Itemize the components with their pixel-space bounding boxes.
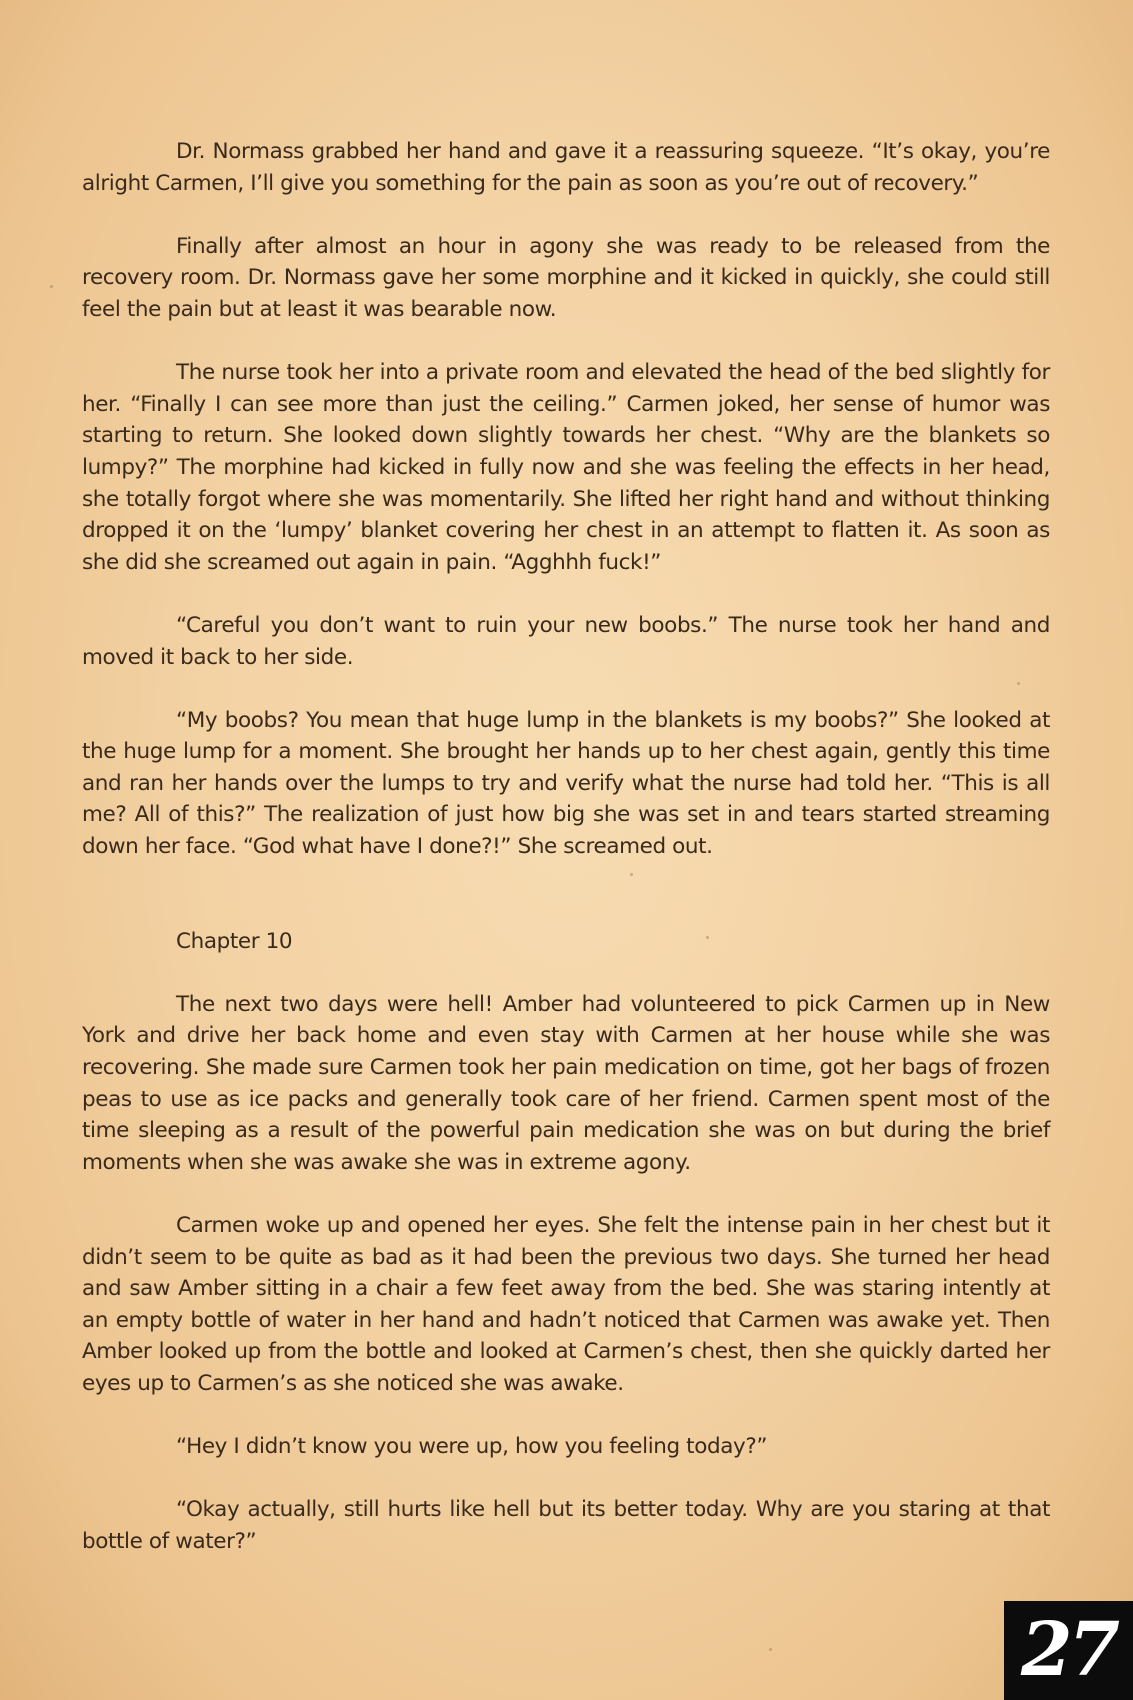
page-number: 27 [1004,1601,1133,1700]
paragraph: Dr. Normass grabbed her hand and gave it a reassuring squeeze. “It’s okay, you’re alright Carmen, I’ll give you something for the pain as soon as you’re out of recovery.” [82,139,1050,196]
chapter-heading: Chapter 10 [176,928,293,954]
body-text [82,136,1050,1589]
paragraph: “Careful you don’t want to ruin your new boobs.” The nurse took her hand and moved it back to her side. [82,612,1050,670]
paragraph: Carmen woke up and opened her eyes. She felt the intense pain in her chest but it didn’t seem to be quite as bad as it had been the previous two days. She turned her head and saw Amber sitting in a chair a few feet away from the bed. She was staring intently at an empty bottle of water in her hand and hadn’t noticed that Carmen was awake yet. Then Amber looked up from the bottle and looked at Carmen’s chest, then she quickly darted her eyes up to Carmen’s as she noticed she was awake. [82,1213,1050,1396]
paragraph: “My boobs? You mean that huge lump in the blankets is my boobs?” She looked at the huge lump for a moment. She brought her hands up to her chest again, gently this time and ran her hands over the lumps to try and verify what the nurse had told her. “This is all me? All of this?” The realization of just how big she was set in and tears started streaming down her face. “God what have I done?!” She screamed out. [82,707,1050,860]
paper-speck [769,1648,772,1651]
paragraph: “Hey I didn’t know you were up, how you feeling today?” [176,1434,768,1460]
paper-speck [50,285,53,288]
paragraph: Finally after almost an hour in agony she was ready to be released from the recovery room. Dr. Normass gave her some morphine and it kicked in quickly, she could still feel the pain but at least it was bearable now. [82,233,1050,322]
paragraph: The nurse took her into a private room and elevated the head of the bed slightly for her. “Finally I can see more than just the ceiling.” Carmen joked, her sense of humor was starting to return. She looked down slightly towards her chest. “Why are the blankets so lumpy?” The morphine had kicked in fully now and she was feeling the effects in her head, she totally forgot where she was momentarily. She lifted her right hand and without thinking dropped it on the ‘lumpy’ blanket covering her chest in an attempt to flatten it. As soon as she did she screamed out again in pain. “Agghhh fuck!” [82,360,1050,575]
paragraph: “Okay actually, still hurts like hell but its better today. Why are you staring at that bottle of water?” [82,1497,1050,1554]
paragraph: The next two days were hell! Amber had volunteered to pick Carmen up in New York and drive her back home and even stay with Carmen at her house while she was recovering. She made sure Carmen took her pain medication on time, got her bags of frozen peas to use as ice packs and generally took care of her friend. Carmen spent most of the time sleeping as a result of the powerful pain medication she was on but during the brief moments when she was awake she was in extreme agony. [82,991,1050,1175]
